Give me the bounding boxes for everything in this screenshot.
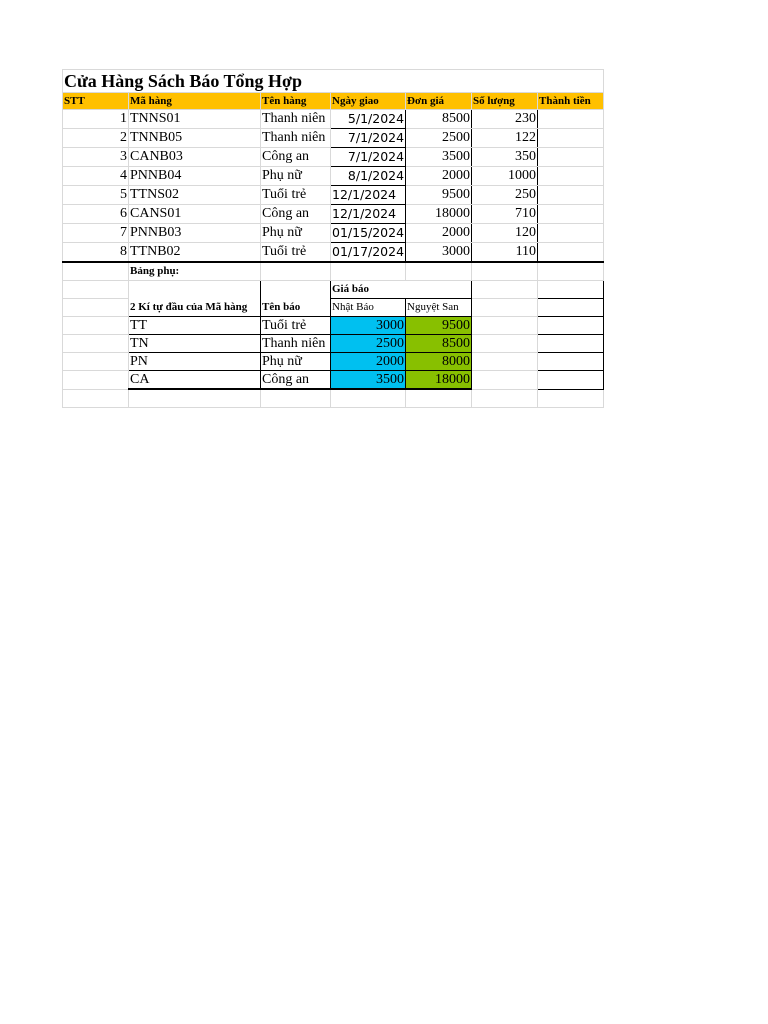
stt-cell[interactable]: 2 <box>63 129 129 148</box>
don-gia-cell[interactable]: 9500 <box>406 186 472 205</box>
don-gia-cell[interactable]: 3000 <box>406 243 472 263</box>
ma-hang-cell[interactable]: PNNB03 <box>129 224 261 243</box>
stt-cell[interactable]: 7 <box>63 224 129 243</box>
table-row <box>63 148 604 167</box>
aux-nhat-bao-cell[interactable]: 3000 <box>331 317 406 335</box>
ngay-giao-cell[interactable]: 8/1/2024 <box>331 167 406 186</box>
cell[interactable] <box>472 371 538 390</box>
aux-header-ten[interactable]: Tên báo <box>261 299 331 317</box>
ten-hang-cell[interactable]: Tuổi trẻ <box>261 243 331 263</box>
aux-code-cell[interactable]: TT <box>129 317 261 335</box>
cell[interactable] <box>472 299 538 317</box>
cell[interactable] <box>406 389 472 408</box>
cell[interactable] <box>63 262 129 281</box>
ma-hang-cell[interactable]: CANS01 <box>129 205 261 224</box>
cell[interactable] <box>472 262 538 281</box>
ten-hang-cell[interactable]: Tuổi trẻ <box>261 186 331 205</box>
cell[interactable] <box>538 317 604 335</box>
aux-code-cell[interactable]: TN <box>129 335 261 353</box>
cell[interactable] <box>261 262 331 281</box>
aux-row <box>63 335 604 353</box>
sheet-grid <box>62 69 604 408</box>
so-luong-cell[interactable]: 110 <box>472 243 538 263</box>
cell[interactable] <box>472 335 538 353</box>
header-stt[interactable]: STT <box>63 93 129 110</box>
stt-cell[interactable]: 4 <box>63 167 129 186</box>
aux-name-cell[interactable]: Phụ nữ <box>261 353 331 371</box>
cell[interactable] <box>129 389 261 408</box>
don-gia-cell[interactable]: 3500 <box>406 148 472 167</box>
ten-hang-cell[interactable]: Phụ nữ <box>261 224 331 243</box>
table-row <box>63 110 604 129</box>
stt-cell[interactable]: 1 <box>63 110 129 129</box>
aux-nguyet-san-cell[interactable]: 18000 <box>406 371 472 390</box>
ten-hang-cell[interactable]: Công an <box>261 148 331 167</box>
ngay-giao-cell[interactable]: 01/15/2024 <box>331 224 406 243</box>
table-row <box>63 205 604 224</box>
cell[interactable] <box>472 281 538 299</box>
cell[interactable] <box>472 389 538 408</box>
so-luong-cell[interactable]: 120 <box>472 224 538 243</box>
aux-code-cell[interactable]: CA <box>129 371 261 390</box>
header-thanh-tien[interactable]: Thành tiền <box>538 93 604 110</box>
ngay-giao-cell[interactable]: 12/1/2024 <box>331 205 406 224</box>
cell[interactable] <box>472 317 538 335</box>
ma-hang-cell[interactable]: TTNB02 <box>129 243 261 263</box>
aux-nhat-bao-cell[interactable]: 2000 <box>331 353 406 371</box>
don-gia-cell[interactable]: 8500 <box>406 110 472 129</box>
ma-hang-cell[interactable]: TTNS02 <box>129 186 261 205</box>
cell[interactable] <box>63 317 129 335</box>
cell[interactable] <box>63 389 129 408</box>
thanh-tien-cell[interactable] <box>538 243 604 263</box>
don-gia-cell[interactable]: 2500 <box>406 129 472 148</box>
aux-row <box>63 371 604 390</box>
thanh-tien-cell[interactable] <box>538 129 604 148</box>
aux-name-cell[interactable]: Tuổi trẻ <box>261 317 331 335</box>
sheet-title[interactable]: Cửa Hàng Sách Báo Tổng Hợp <box>63 70 604 93</box>
don-gia-cell[interactable]: 18000 <box>406 205 472 224</box>
aux-rows <box>63 317 604 390</box>
ngay-giao-cell[interactable]: 12/1/2024 <box>331 186 406 205</box>
table-row <box>63 129 604 148</box>
so-luong-cell[interactable]: 250 <box>472 186 538 205</box>
cell[interactable] <box>63 281 129 299</box>
thanh-tien-cell[interactable] <box>538 186 604 205</box>
so-luong-cell[interactable]: 1000 <box>472 167 538 186</box>
aux-row <box>63 353 604 371</box>
cell[interactable] <box>538 389 604 408</box>
cell[interactable] <box>331 262 406 281</box>
stt-cell[interactable]: 5 <box>63 186 129 205</box>
header-row <box>63 93 604 110</box>
ma-hang-cell[interactable]: TNNS01 <box>129 110 261 129</box>
thanh-tien-cell[interactable] <box>538 167 604 186</box>
so-luong-cell[interactable]: 350 <box>472 148 538 167</box>
aux-name-cell[interactable]: Thanh niên <box>261 335 331 353</box>
cell[interactable] <box>63 353 129 371</box>
aux-row <box>63 317 604 335</box>
thanh-tien-cell[interactable] <box>538 205 604 224</box>
aux-code-cell[interactable]: PN <box>129 353 261 371</box>
aux-gia-bao-header[interactable]: Giá báo <box>331 281 472 299</box>
thanh-tien-cell[interactable] <box>538 148 604 167</box>
cell[interactable] <box>261 389 331 408</box>
ten-hang-cell[interactable]: Thanh niên <box>261 110 331 129</box>
stt-cell[interactable]: 3 <box>63 148 129 167</box>
aux-nguyet-san-cell[interactable]: 9500 <box>406 317 472 335</box>
header-don-gia[interactable]: Đơn giá <box>406 93 472 110</box>
so-luong-cell[interactable]: 230 <box>472 110 538 129</box>
spreadsheet <box>62 69 604 408</box>
ngay-giao-cell[interactable]: 5/1/2024 <box>331 110 406 129</box>
aux-header-nhat-bao[interactable]: Nhật Báo <box>331 299 406 317</box>
cell[interactable] <box>63 299 129 317</box>
aux-name-cell[interactable]: Công an <box>261 371 331 390</box>
aux-nhat-bao-cell[interactable]: 3500 <box>331 371 406 390</box>
cell[interactable] <box>538 281 604 299</box>
ngay-giao-cell[interactable]: 7/1/2024 <box>331 148 406 167</box>
cell[interactable] <box>63 371 129 390</box>
aux-title[interactable]: Bảng phụ: <box>129 262 261 281</box>
cell[interactable] <box>538 335 604 353</box>
aux-nguyet-san-cell[interactable]: 8000 <box>406 353 472 371</box>
ma-hang-cell[interactable]: TNNB05 <box>129 129 261 148</box>
cell[interactable] <box>538 371 604 390</box>
header-so-luong[interactable]: Số lượng <box>472 93 538 110</box>
header-ngay-giao[interactable]: Ngày giao <box>331 93 406 110</box>
header-ma-hang[interactable]: Mã hàng <box>129 93 261 110</box>
aux-header-blank[interactable] <box>129 281 261 299</box>
ma-hang-cell[interactable]: PNNB04 <box>129 167 261 186</box>
cell[interactable] <box>63 335 129 353</box>
aux-header-blank[interactable] <box>261 281 331 299</box>
thanh-tien-cell[interactable] <box>538 224 604 243</box>
table-row <box>63 186 604 205</box>
aux-header-ma[interactable]: 2 Kí tự đầu của Mã hàng <box>129 299 261 317</box>
cell[interactable] <box>538 299 604 317</box>
ngay-giao-cell[interactable]: 01/17/2024 <box>331 243 406 263</box>
aux-nguyet-san-cell[interactable]: 8500 <box>406 335 472 353</box>
ten-hang-cell[interactable]: Công an <box>261 205 331 224</box>
cell[interactable] <box>472 353 538 371</box>
table-row <box>63 167 604 186</box>
header-ten-hang[interactable]: Tên hàng <box>261 93 331 110</box>
ten-hang-cell[interactable]: Thanh niên <box>261 129 331 148</box>
cell[interactable] <box>538 262 604 281</box>
so-luong-cell[interactable]: 122 <box>472 129 538 148</box>
thanh-tien-cell[interactable] <box>538 110 604 129</box>
don-gia-cell[interactable]: 2000 <box>406 224 472 243</box>
ten-hang-cell[interactable]: Phụ nữ <box>261 167 331 186</box>
cell[interactable] <box>538 353 604 371</box>
table-row <box>63 224 604 243</box>
cell[interactable] <box>331 389 406 408</box>
ngay-giao-cell[interactable]: 7/1/2024 <box>331 129 406 148</box>
so-luong-cell[interactable]: 710 <box>472 205 538 224</box>
don-gia-cell[interactable]: 2000 <box>406 167 472 186</box>
aux-header-nguyet-san[interactable]: Nguyệt San <box>406 299 472 317</box>
aux-nhat-bao-cell[interactable]: 2500 <box>331 335 406 353</box>
data-rows <box>63 110 604 263</box>
ma-hang-cell[interactable]: CANB03 <box>129 148 261 167</box>
cell[interactable] <box>406 262 472 281</box>
stt-cell[interactable]: 6 <box>63 205 129 224</box>
stt-cell[interactable]: 8 <box>63 243 129 263</box>
table-row <box>63 243 604 263</box>
